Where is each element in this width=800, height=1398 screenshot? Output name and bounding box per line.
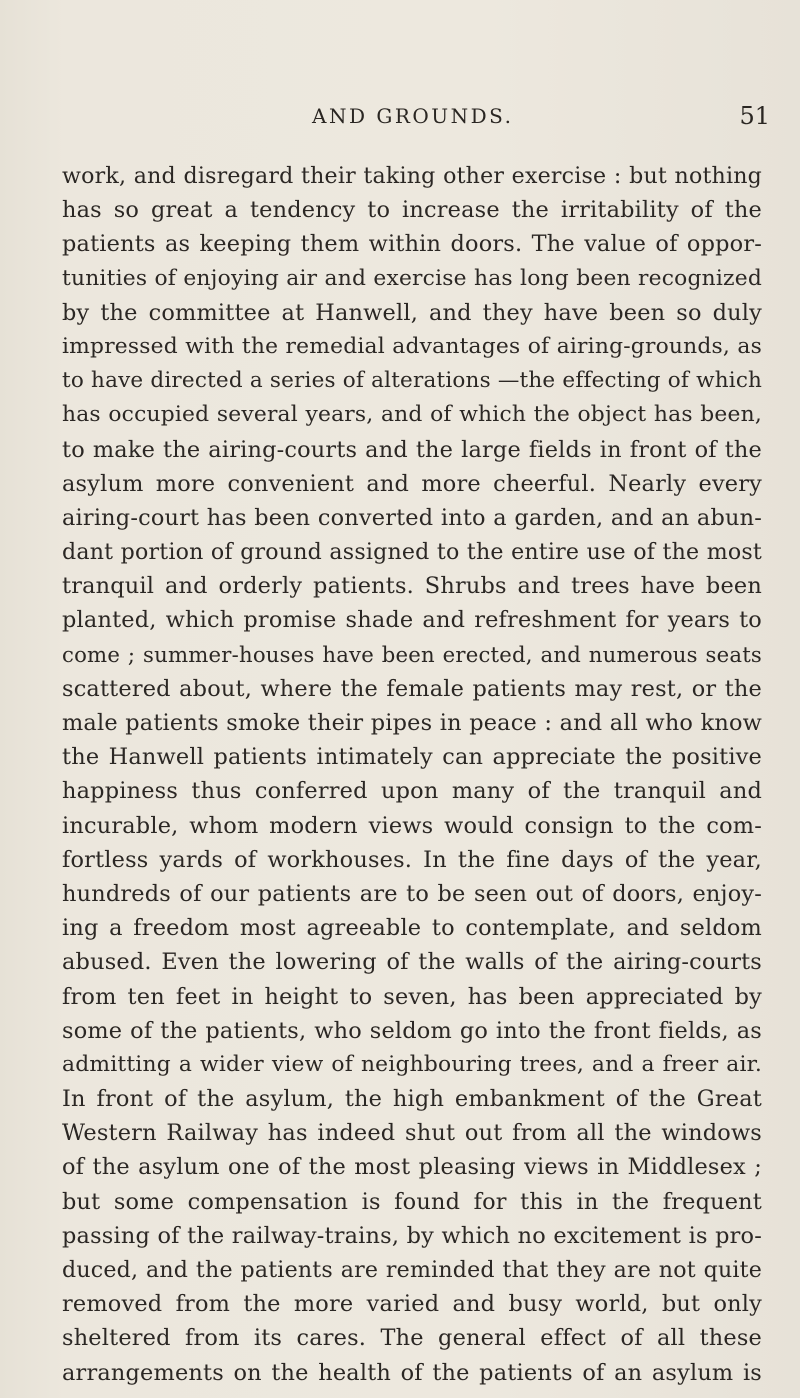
text-line: scattered about, where the female patients may rest, or the [62,675,762,702]
text-line: arrangements on the health of the patients of an asylum is [62,1359,762,1386]
text-line: admitting a wider view of neighbouring trees, and a freer air. [62,1051,762,1077]
text-line: from ten feet in height to seven, has been appreciated by [62,983,762,1010]
text-line: passing of the railway-trains, by which no excitement is pro- [62,1222,762,1249]
text-line: some of the patients, who seldom go into the front fields, as [62,1017,762,1044]
running-head-title: AND GROUNDS. [312,104,514,128]
text-line: come ; summer-houses have been erected, and numerous seats [62,641,762,667]
text-line: duced, and the patients are reminded that they are not quite [62,1257,762,1283]
text-line: asylum more convenient and more cheerful. Nearly every [62,470,762,497]
text-line: planted, which promise shade and refreshment for years to [62,607,762,634]
text-line: patients as keeping them within doors. The value of oppor- [62,231,762,258]
text-line: to make the airing-courts and the large fields in front of the [62,436,762,463]
text-line: has occupied several years, and of which the object has been, [62,402,762,428]
text-line: hundreds of our patients are to be seen out of doors, enjoy- [62,880,762,907]
text-line: male patients smoke their pipes in peace : and all who know [62,710,762,736]
text-line: abused. Even the lowering of the walls of the airing-courts [62,949,762,976]
text-line: has so great a tendency to increase the irritability of the [62,197,762,224]
text-line: removed from the more varied and busy world, but only [62,1291,762,1318]
running-head [60,104,772,140]
text-line: airing-court has been converted into a garden, and an abun- [62,504,762,531]
text-line: the Hanwell patients intimately can appreciate the positive [62,744,762,771]
text-line: by the committee at Hanwell, and they have been so duly [62,299,762,326]
text-line: fortless yards of workhouses. In the fine days of the year, [62,846,762,873]
text-line: ing a freedom most agreeable to contemplate, and seldom [62,915,762,942]
text-line: sheltered from its cares. The general effect of all these [62,1325,762,1352]
text-line: impressed with the remedial advantages of airing-grounds, as [62,333,762,359]
text-line: tranquil and orderly patients. Shrubs and trees have been [62,573,762,600]
text-line: to have directed a series of alterations —the effecting of which [62,368,763,394]
text-line: Western Railway has indeed shut out from all the windows [62,1120,762,1147]
body-text [62,159,762,1390]
text-line: work, and disregard their taking other exercise : but nothing [62,163,762,189]
text-line: but some compensation is found for this in the frequent [62,1188,762,1215]
text-line: incurable, whom modern views would consign to the com- [62,812,762,839]
text-line: tunities of enjoying air and exercise has long been recognized [62,265,762,291]
text-line: In front of the asylum, the high embankment of the Great [62,1086,762,1113]
text-line: happiness thus conferred upon many of the tranquil and [62,778,762,805]
text-line: dant portion of ground assigned to the entire use of the most [62,539,762,566]
page-number: 51 [739,102,770,130]
text-line: of the asylum one of the most pleasing views in Middlesex ; [62,1154,762,1181]
